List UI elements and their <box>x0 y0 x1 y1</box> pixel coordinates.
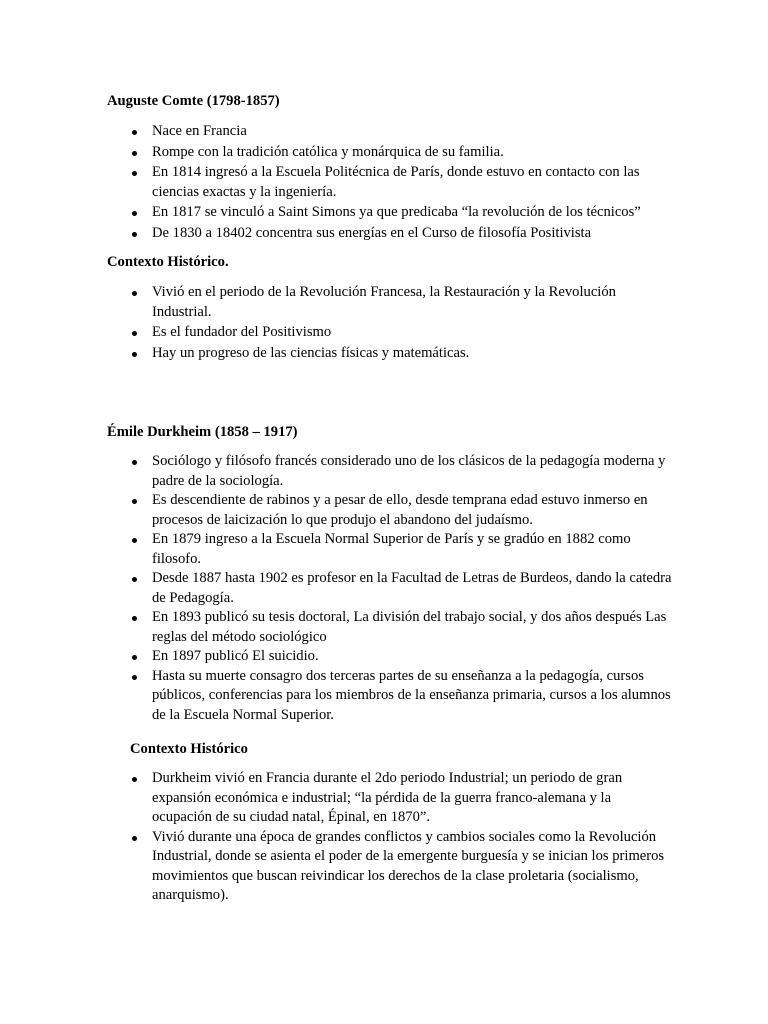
list-item-text: Desde 1887 hasta 1902 es profesor en la Facultad de Letras de Burdeos, dando la catedra de Pedagogía. <box>152 570 672 606</box>
bullet-icon <box>132 130 137 135</box>
list-item <box>152 344 672 364</box>
list-item-text: Es descendiente de rabinos y a pesar de ello, desde temprana edad estuvo inmerso en procesos de laicización lo que produjo el abandono del judaísmo. <box>152 492 648 528</box>
bullet-icon <box>132 211 137 216</box>
bullet-icon <box>132 616 137 621</box>
list-item-text: Rompe con la tradición católica y monárquica de su familia. <box>152 143 504 160</box>
bullet-icon <box>132 232 137 237</box>
durkheim-bullet-list <box>152 452 672 725</box>
bullet-icon <box>132 836 137 841</box>
list-item <box>152 647 672 667</box>
list-item-text: Vivió en el periodo de la Revolución Francesa, la Restauración y la Revolución Industrial. <box>152 284 616 320</box>
list-item-text: En 1893 publicó su tesis doctoral, La división del trabajo social, y dos años después Las reglas del método sociológico <box>152 609 667 645</box>
list-item-text: En 1879 ingreso a la Escuela Normal Superior de París y se gradúo en 1882 como filosofo. <box>152 531 631 567</box>
comte-bullet-list <box>152 122 672 244</box>
list-item <box>152 283 672 322</box>
bullet-icon <box>132 331 137 336</box>
list-item <box>152 828 672 906</box>
bullet-icon <box>132 352 137 357</box>
durkheim-heading: Émile Durkheim (1858 – 1917) <box>107 424 298 440</box>
bullet-icon <box>132 151 137 156</box>
list-item-text: Hasta su muerte consagro dos terceras partes de su enseñanza a la pedagogía, cursos públicos, conferencias para los miembros de la enseñanza primaria, cursos a los alumnos de la Escuela Normal Superior. <box>152 667 671 723</box>
list-item-text: De 1830 a 18402 concentra sus energías en el Curso de filosofía Positivista <box>152 224 592 241</box>
list-item-text: En 1814 ingresó a la Escuela Politécnica de París, donde estuvo en contacto con las ciencias exactas y la ingeniería. <box>152 164 640 200</box>
list-item <box>152 452 672 491</box>
contexto-1-bullet-list <box>152 283 672 364</box>
contexto-2-bullet-list <box>152 769 672 906</box>
bullet-icon <box>132 171 137 176</box>
list-item-text: Durkheim vivió en Francia durante el 2do periodo Industrial; un periodo de gran expansión económica e industrial; “la pérdida de la guerra franco-alemana y la ocupación de su ciudad natal, Épinal, en 1870”. <box>152 770 623 825</box>
list-item <box>152 667 672 726</box>
list-item <box>152 122 672 142</box>
bullet-icon <box>132 538 137 543</box>
list-item-text: En 1817 se vinculó a Saint Simons ya que predicaba “la revolución de los técnicos” <box>152 204 641 220</box>
bullet-icon <box>132 577 137 582</box>
list-item <box>152 143 672 163</box>
bullet-icon <box>132 777 137 782</box>
list-item <box>152 323 672 343</box>
list-item <box>152 769 672 828</box>
list-item <box>152 608 672 647</box>
list-item <box>152 569 672 608</box>
contexto-historico-heading-2: Contexto Histórico <box>130 741 248 757</box>
list-item <box>152 530 672 569</box>
bullet-icon <box>132 499 137 504</box>
list-item <box>152 163 672 202</box>
list-item-text: Nace en Francia <box>152 123 247 139</box>
list-item-text: Vivió durante una época de grandes conflictos y cambios sociales como la Revolución Industrial, donde se asienta el poder de la emergente burguesía y se inician los primeros movimientos que buscan reivindicar los derechos de la clase proletaria (socialismo, anarquismo). <box>152 828 665 903</box>
list-item-text: Es el fundador del Positivismo <box>152 324 332 340</box>
contexto-historico-heading-1: Contexto Histórico. <box>107 254 229 270</box>
bullet-icon <box>132 460 137 465</box>
list-item-text: En 1897 publicó El suicidio. <box>152 648 319 664</box>
list-item-text: Hay un progreso de las ciencias físicas y matemáticas. <box>152 344 470 361</box>
bullet-icon <box>132 675 137 680</box>
list-item <box>152 224 672 244</box>
bullet-icon <box>132 291 137 296</box>
comte-heading: Auguste Comte (1798-1857) <box>107 93 280 109</box>
bullet-icon <box>132 655 137 660</box>
list-item <box>152 203 672 223</box>
list-item <box>152 491 672 530</box>
list-item-text: Sociólogo y filósofo francés considerado uno de los clásicos de la pedagogía moderna y padre de la sociología. <box>152 453 666 489</box>
